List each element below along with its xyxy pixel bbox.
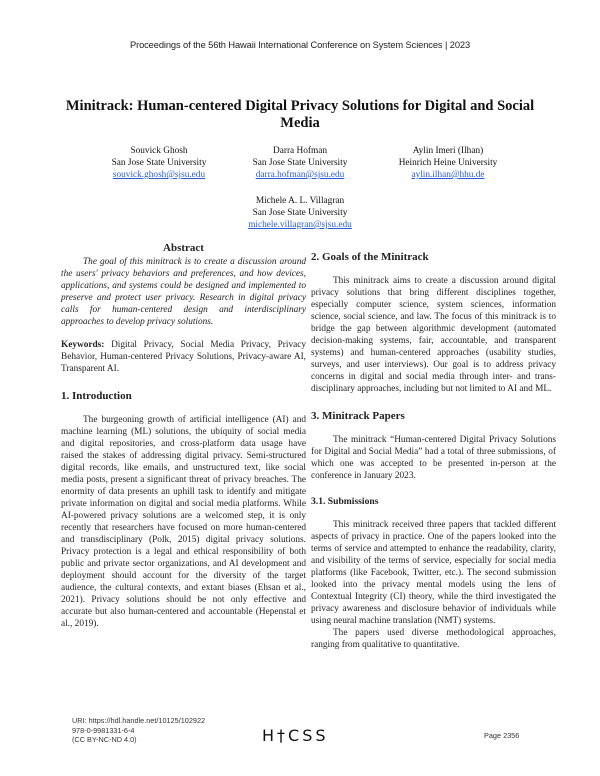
section-heading-papers: 3. Minitrack Papers bbox=[311, 410, 405, 422]
page-number: Page 2356 bbox=[484, 731, 520, 740]
submissions-text-2: The papers used diverse methodological approaches, ranging from qualitative to quantitative. bbox=[311, 628, 556, 650]
abstract-heading: Abstract bbox=[163, 242, 204, 254]
author-email-link[interactable]: souvick.ghosh@sjsu.edu bbox=[112, 170, 206, 180]
title-line-2: Media bbox=[280, 115, 320, 131]
author-name: Darra Hofman bbox=[273, 146, 327, 156]
left-column bbox=[61, 242, 306, 630]
section-heading-introduction: 1. Introduction bbox=[61, 390, 132, 402]
title-line-1: Minitrack: Human-centered Digital Privacy Solutions for Digital and Social bbox=[65, 98, 535, 114]
author-name: Michele A. L. Villagran bbox=[255, 196, 345, 206]
goals-text: This minitrack aims to create a discussion around digital privacy solutions that bring different disciplines together, especially computer science, system sciences, information science, social science, and law. The focus of this minitrack is to bridge the gap between algorithmic development (automated decision-making systems, fair, accountable, and transparent systems) and human-centered approaches (usability studies, surveys, and user interviews). Our goal is to address privacy concerns in digital and social media through inter- and trans-disciplinary approaches, including but not limited to AI and ML. bbox=[311, 276, 556, 394]
author-block-2 bbox=[215, 145, 385, 181]
keywords-label: Keywords: bbox=[61, 340, 105, 350]
footer-isbn: 978-0-9981331-6-4 bbox=[72, 725, 135, 735]
author-affiliation: San Jose State University bbox=[252, 208, 348, 218]
hicss-logo-icon: H†CSS bbox=[262, 726, 329, 745]
abstract-text: The goal of this minitrack is to create a discussion around the users' privacy behaviors and preferences, and how devices, applications, and systems could be designed and implemented to preserve and protect user privacy. Research in digital privacy calls for human-centered design and interdisciplinary approaches to develop privacy solutions. bbox=[61, 257, 306, 327]
submissions-text-1: This minitrack received three papers that tackled different aspects of privacy in practice. One of the papers looked into the terms of service and attempted to enhance the readability, clarity, and visibility of the terms of service, especially for social media platforms (like Facebook, Twitter, etc.). The second submission looked into the privacy mental models using the lens of Contextual Integrity (CI) theory, while the third investigated the privacy awareness and disclosure behavior of individuals while using neural machine translation (NMT) systems. bbox=[311, 520, 556, 626]
right-column bbox=[311, 250, 556, 651]
papers-text: The minitrack “Human-centered Digital Privacy Solutions for Digital and Social Media” had a total of three submissions, of which one was accepted to be presented in-person at the conference in January 2023. bbox=[311, 435, 556, 481]
author-block-3 bbox=[363, 145, 533, 181]
paper-title bbox=[60, 98, 540, 132]
author-email-link[interactable]: darra.hofman@sjsu.edu bbox=[255, 170, 345, 180]
author-email-link[interactable]: aylin.ilhan@hhu.de bbox=[411, 170, 485, 180]
author-affiliation: San Jose State University bbox=[111, 158, 207, 168]
keywords-list: Digital Privacy, Social Media Privacy, Privacy Behavior, Human-centered Privacy Solutions, Privacy-aware AI, Transparent AI. bbox=[61, 340, 306, 374]
keywords bbox=[61, 339, 306, 375]
footer-license: (CC BY-NC-ND 4.0) bbox=[72, 735, 137, 744]
running-head: Proceedings of the 56th Hawaii International Conference on System Sciences | 2023 bbox=[129, 40, 471, 50]
introduction-text: The burgeoning growth of artificial intelligence (AI) and machine learning (ML) solutions, the ubiquity of social media and digital repositories, and cross-platform data usage have raised the stakes of addressing digital privacy. Semi-structured digital records, like emails, and unstructured text, like social media posts, present a significant threat of privacy breaches. The enormity of data presents an uphill task to identify and mitigate private information on digital and social media platforms. While AI-powered privacy solutions are a welcomed step, it is only recently that researchers have focused on more human-centered and transdisciplinary (Polk, 2015) digital privacy solutions. Privacy protection is a legal and ethical responsibility of both public and private sector organizations, and AI development and deployment should account for the diversity of the target audience, the cultural contexts, and extant biases (Ehsan et al., 2021). Privacy solutions should be not only effective and accurate but also human-centered and accountable (Hepenstal et al., 2019). bbox=[61, 415, 306, 629]
author-affiliation: San Jose State University bbox=[252, 158, 348, 168]
author-name: Aylin Imeri (Ilhan) bbox=[412, 146, 484, 156]
section-heading-submissions: 3.1. Submissions bbox=[311, 496, 379, 507]
footer-metadata bbox=[72, 716, 205, 745]
author-email-link[interactable]: michele.villagran@sjsu.edu bbox=[248, 220, 352, 230]
author-affiliation: Heinrich Heine University bbox=[398, 158, 498, 168]
author-name: Souvick Ghosh bbox=[130, 146, 188, 156]
section-heading-goals: 2. Goals of the Minitrack bbox=[311, 251, 429, 263]
author-block-4 bbox=[215, 195, 385, 231]
footer-uri: URI: https://hdl.handle.net/10125/102922 bbox=[72, 716, 206, 725]
